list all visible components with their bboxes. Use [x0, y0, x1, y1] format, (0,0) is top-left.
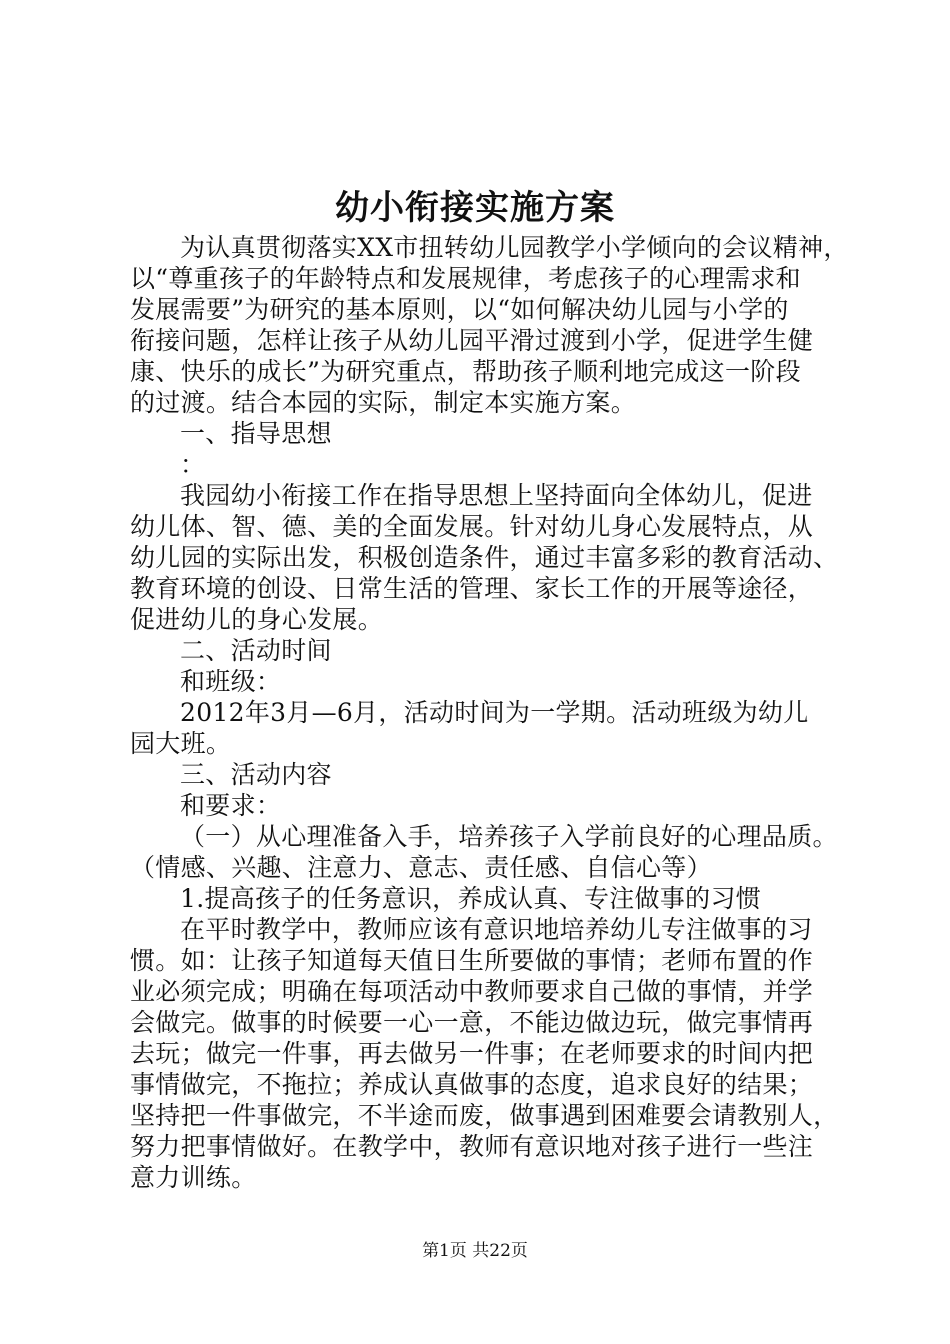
text-line: （情感、兴趣、注意力、意志、责任感、自信心等）: [130, 853, 712, 882]
text-line: 我园幼小衔接工作在指导思想上坚持面向全体幼儿，促进: [180, 481, 813, 510]
section-heading: 一、指导思想: [180, 419, 332, 448]
text-line: 和要求：: [180, 791, 282, 820]
text-line: 为认真贯彻落实XX市扭转幼儿园教学小学倾向的会议精神，: [180, 233, 849, 262]
document-body: [130, 232, 850, 1193]
text-line: 惯。如：让孩子知道每天值日生所要做的事情；老师布置的作: [130, 946, 814, 975]
text-line: 园大班。: [130, 729, 232, 758]
text-line: 和班级：: [180, 667, 282, 696]
text-line: 去玩；做完一件事，再去做另一件事；在老师要求的时间内把: [130, 1039, 814, 1068]
text-line: 促进幼儿的身心发展。: [130, 605, 384, 634]
text-line: 教育环境的创设、日常生活的管理、家长工作的开展等途径，: [130, 574, 814, 603]
text-line: 在平时教学中，教师应该有意识地培养幼儿专注做事的习: [180, 915, 813, 944]
text-line: 以“尊重孩子的年龄特点和发展规律，考虑孩子的心理需求和: [130, 264, 801, 293]
text-line: 幼儿园的实际出发，积极创造条件，通过丰富多彩的教育活动、: [130, 543, 839, 572]
text-line: 发展需要”为研究的基本原则，以“如何解决幼儿园与小学的: [130, 295, 789, 324]
text-line: 业必须完成；明确在每项活动中教师要求自己做的事情，并学: [130, 977, 814, 1006]
page-footer: 第1页 共22页: [422, 1241, 528, 1261]
text-line: 意力训练。: [130, 1163, 257, 1192]
text-line: 康、快乐的成长”为研究重点，帮助孩子顺利地完成这一阶段: [130, 357, 801, 386]
text-line: ：: [180, 450, 206, 479]
subsection-heading: （一）从心理准备入手，培养孩子入学前良好的心理品质。: [180, 822, 838, 851]
text-line: 衔接问题，怎样让孩子从幼儿园平滑过渡到小学，促进学生健: [130, 326, 814, 355]
text-line: 幼儿体、智、德、美的全面发展。针对幼儿身心发展特点，从: [130, 512, 814, 541]
document-title: 幼小衔接实施方案: [335, 188, 615, 228]
text-line: 事情做完，不拖拉；养成认真做事的态度，追求良好的结果；: [130, 1070, 814, 1099]
text-line: 会做完。做事的时候要一心一意，不能边做边玩，做完事情再: [130, 1008, 814, 1037]
section-heading: 二、活动时间: [180, 636, 332, 665]
section-heading: 三、活动内容: [180, 760, 332, 789]
text-line: 努力把事情做好。在教学中，教师有意识地对孩子进行一些注: [130, 1132, 814, 1161]
subsection-heading: 1.提高孩子的任务意识，养成认真、专注做事的习惯: [180, 884, 762, 913]
text-line: 的过渡。结合本园的实际，制定本实施方案。: [130, 388, 637, 417]
text-line: 坚持把一件事做完，不半途而废，做事遇到困难要会请教别人，: [130, 1101, 839, 1130]
text-line: 2012年3月—6月，活动时间为一学期。活动班级为幼儿: [180, 698, 809, 727]
